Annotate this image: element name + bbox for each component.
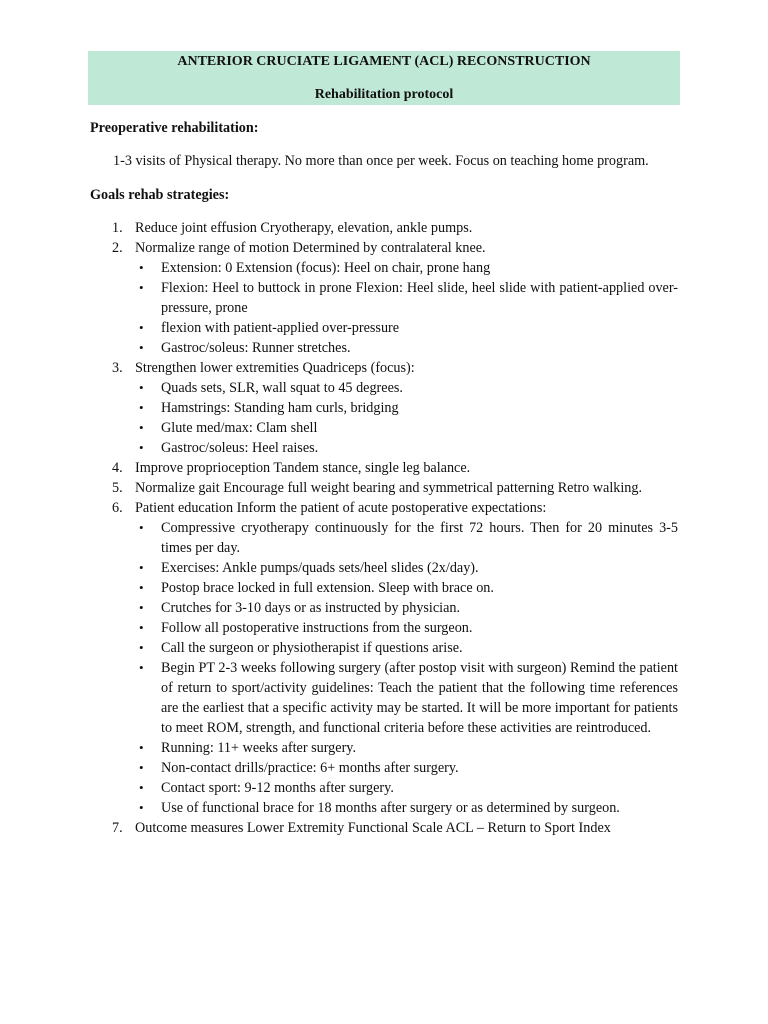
bullet-icon: • bbox=[139, 600, 144, 615]
goal-text: Patient education Inform the patient of acute postoperative expectations: bbox=[135, 500, 547, 516]
document-subtitle: Rehabilitation protocol bbox=[314, 87, 454, 102]
sub-list-item bbox=[135, 658, 678, 738]
sub-item-text: Gastroc/soleus: Runner stretches. bbox=[161, 340, 351, 356]
sub-item-text: Contact sport: 9-12 months after surgery. bbox=[161, 780, 394, 796]
bullet-icon: • bbox=[139, 800, 144, 815]
bullet-icon: • bbox=[139, 740, 144, 755]
goal-text: Normalize range of motion Determined by contralateral knee. bbox=[135, 240, 486, 256]
goals-list bbox=[90, 218, 678, 838]
goal-text: Outcome measures Lower Extremity Functional Scale ACL – Return to Sport Index bbox=[135, 820, 611, 836]
bullet-icon: • bbox=[139, 640, 144, 655]
sub-item-text: Glute med/max: Clam shell bbox=[161, 420, 318, 436]
sub-item-text: Gastroc/soleus: Heel raises. bbox=[161, 440, 319, 456]
goal-item bbox=[90, 818, 678, 838]
goal-number: 4. bbox=[112, 460, 123, 476]
sub-item-text: Use of functional brace for 18 months after surgery or as determined by surgeon. bbox=[161, 800, 620, 816]
sub-list bbox=[135, 518, 678, 818]
goal-number: 6. bbox=[112, 500, 123, 516]
goal-number: 1. bbox=[112, 220, 123, 236]
sub-list-item bbox=[135, 398, 678, 418]
goal-text: Reduce joint effusion Cryotherapy, elevation, ankle pumps. bbox=[135, 220, 473, 236]
sub-list-item bbox=[135, 758, 678, 778]
bullet-icon: • bbox=[139, 760, 144, 775]
goal-text: Strengthen lower extremities Quadriceps (focus): bbox=[135, 360, 415, 376]
sub-list-item bbox=[135, 598, 678, 618]
sub-list-item bbox=[135, 438, 678, 458]
sub-item-text: Non-contact drills/practice: 6+ months after surgery. bbox=[161, 760, 459, 776]
goal-item bbox=[90, 358, 678, 458]
bullet-icon: • bbox=[139, 400, 144, 415]
sub-list-item bbox=[135, 418, 678, 438]
goals-heading: Goals rehab strategies: bbox=[90, 187, 230, 203]
sub-item-text: Crutches for 3-10 days or as instructed by physician. bbox=[161, 600, 461, 616]
bullet-icon: • bbox=[139, 420, 144, 435]
goal-number: 2. bbox=[112, 240, 123, 256]
sub-list-item bbox=[135, 338, 678, 358]
bullet-icon: • bbox=[139, 380, 144, 395]
sub-item-text: Compressive cryotherapy continuously for the first 72 hours. Then for 20 minutes 3-5 times per day. bbox=[161, 520, 678, 556]
bullet-icon: • bbox=[139, 520, 144, 535]
bullet-icon: • bbox=[139, 620, 144, 635]
sub-item-text: Begin PT 2-3 weeks following surgery (after postop visit with surgeon) Remind the patient of return to sport/activity guidelines: Teach the patient that the following time references are the earliest that a specific activity may be started. It will be more important for patients to meet ROM, strength, and functional criteria before these activities are reintroduced. bbox=[161, 660, 678, 736]
sub-item-text: flexion with patient-applied over-pressure bbox=[161, 320, 400, 336]
sub-item-text: Postop brace locked in full extension. Sleep with brace on. bbox=[161, 580, 494, 596]
bullet-icon: • bbox=[139, 580, 144, 595]
sub-item-text: Exercises: Ankle pumps/quads sets/heel slides (2x/day). bbox=[161, 560, 479, 576]
goal-number: 7. bbox=[112, 820, 123, 836]
sub-list-item bbox=[135, 318, 678, 338]
preop-heading: Preoperative rehabilitation: bbox=[90, 120, 259, 136]
document-title: ANTERIOR CRUCIATE LIGAMENT (ACL) RECONSTRUCTION bbox=[177, 54, 591, 69]
bullet-icon: • bbox=[139, 780, 144, 795]
sub-item-text: Call the surgeon or physiotherapist if questions arise. bbox=[161, 640, 463, 656]
bullet-icon: • bbox=[139, 260, 144, 275]
bullet-icon: • bbox=[139, 660, 144, 675]
sub-item-text: Quads sets, SLR, wall squat to 45 degrees. bbox=[161, 380, 403, 396]
goal-item bbox=[90, 218, 678, 238]
bullet-icon: • bbox=[139, 560, 144, 575]
sub-item-text: Running: 11+ weeks after surgery. bbox=[161, 740, 357, 756]
bullet-icon: • bbox=[139, 440, 144, 455]
goal-number: 3. bbox=[112, 360, 123, 376]
sub-item-text: Follow all postoperative instructions from the surgeon. bbox=[161, 620, 473, 636]
sub-list-item bbox=[135, 638, 678, 658]
sub-list bbox=[135, 258, 678, 358]
sub-item-text: Flexion: Heel to buttock in prone Flexion: Heel slide, heel slide with patient-applied over-pressure, prone bbox=[161, 280, 678, 316]
sub-list-item bbox=[135, 778, 678, 798]
goal-item bbox=[90, 238, 678, 358]
sub-list-item bbox=[135, 798, 678, 818]
goal-item bbox=[90, 498, 678, 818]
bullet-icon: • bbox=[139, 340, 144, 355]
bullet-icon: • bbox=[139, 280, 144, 295]
sub-list-item bbox=[135, 618, 678, 638]
sub-list-item bbox=[135, 378, 678, 398]
goal-item bbox=[90, 478, 678, 498]
sub-list bbox=[135, 378, 678, 458]
preop-text: 1-3 visits of Physical therapy. No more than once per week. Focus on teaching home program. bbox=[113, 153, 649, 169]
goal-number: 5. bbox=[112, 480, 123, 496]
sub-item-text: Extension: 0 Extension (focus): Heel on chair, prone hang bbox=[161, 260, 491, 276]
goals-section bbox=[90, 218, 678, 838]
bullet-icon: • bbox=[139, 320, 144, 335]
sub-list-item bbox=[135, 578, 678, 598]
goal-text: Normalize gait Encourage full weight bearing and symmetrical patterning Retro walking. bbox=[135, 480, 643, 496]
sub-list-item bbox=[135, 738, 678, 758]
goal-text: Improve proprioception Tandem stance, single leg balance. bbox=[135, 460, 471, 476]
sub-list-item bbox=[135, 518, 678, 558]
sub-item-text: Hamstrings: Standing ham curls, bridging bbox=[161, 400, 399, 416]
sub-list-item bbox=[135, 278, 678, 318]
title-banner bbox=[88, 51, 680, 105]
goal-item bbox=[90, 458, 678, 478]
sub-list-item bbox=[135, 258, 678, 278]
sub-list-item bbox=[135, 558, 678, 578]
